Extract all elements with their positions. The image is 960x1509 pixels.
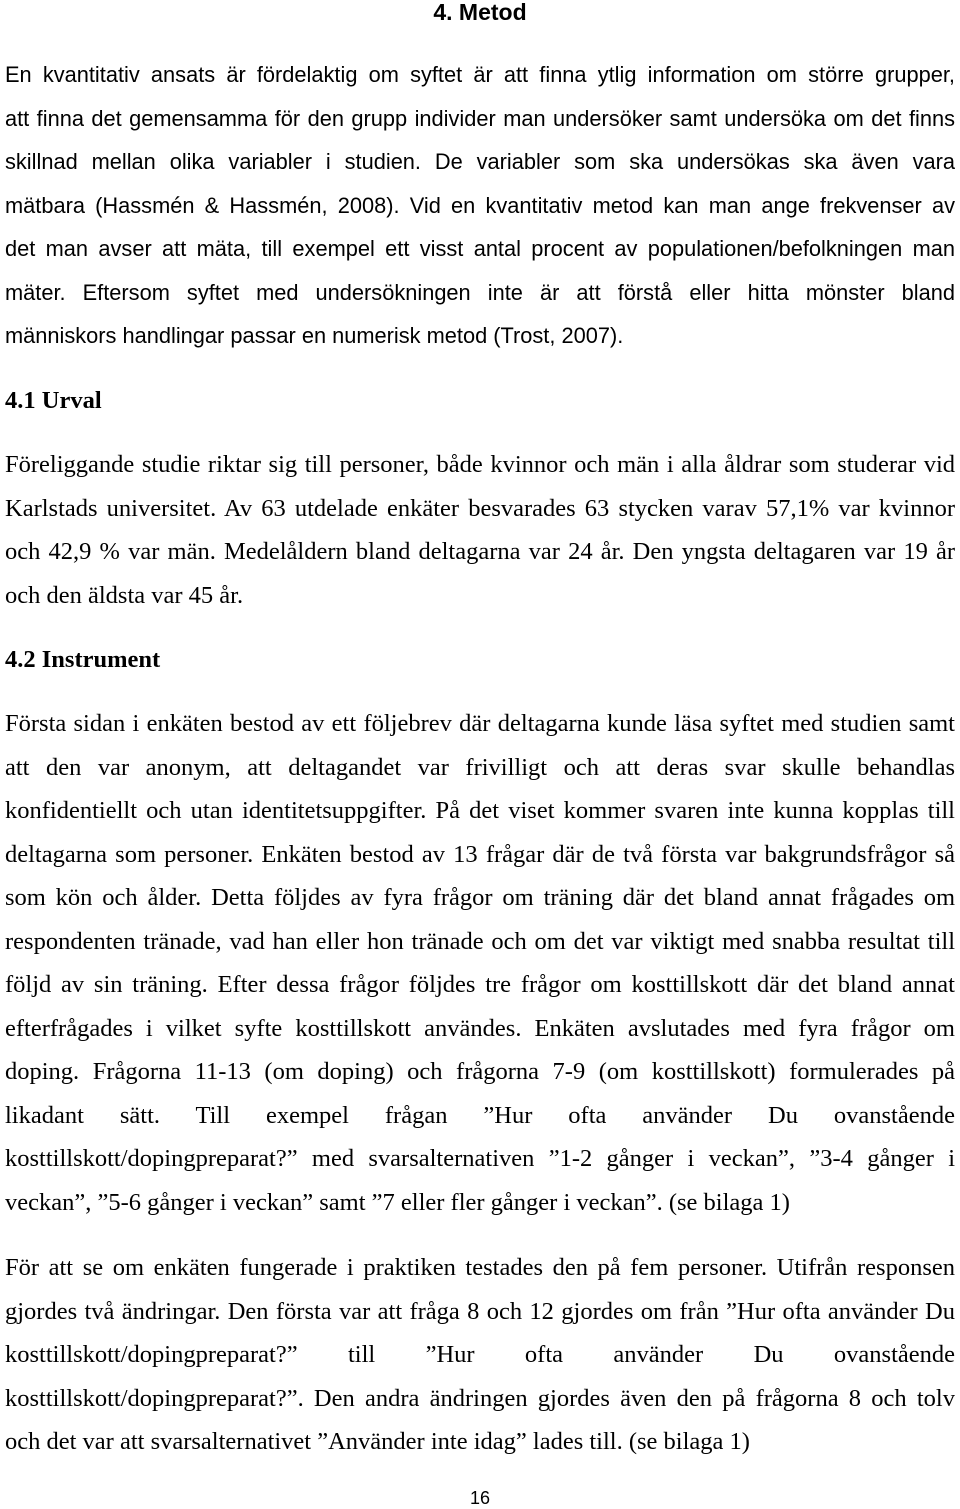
instrument-paragraph-1 bbox=[5, 702, 955, 1224]
text-line: doping. Frågorna 11-13 (om doping) och frågorna 7-9 (om kosttillskott) formulerades på bbox=[5, 1058, 955, 1085]
text-line: och 42,9 % var män. Medelåldern bland deltagarna var 24 år. Den yngsta deltagaren var 19 år bbox=[5, 538, 955, 565]
text-line: och den äldsta var 45 år. bbox=[5, 581, 244, 609]
text-line: att den var anonym, att deltagandet var frivilligt och att deras svar skulle behandlas bbox=[5, 753, 955, 781]
text-line: respondenten tränade, vad han eller hon tränade och om det var viktigt med snabba resultat till bbox=[5, 927, 955, 955]
text-line: och det var att svarsalternativet ”Använder inte idag” lades till. (se bilaga 1) bbox=[5, 1428, 750, 1455]
text-line: Första sidan i enkäten bestod av ett följebrev där deltagarna kunde läsa syftet med studien samt bbox=[5, 710, 955, 737]
text-line: följd av sin träning. Efter dessa frågor följdes tre frågor om kosttillskott där det bland annat bbox=[5, 971, 955, 998]
text-line: deltagarna som personer. Enkäten bestod av 13 frågar där de två första var bakgrundsfrågor så bbox=[5, 840, 955, 868]
instrument-paragraph-2 bbox=[5, 1246, 955, 1464]
chapter-title: 4. Metod bbox=[433, 0, 527, 25]
text-line: veckan”, ”5-6 gånger i veckan” samt ”7 eller fler gånger i veckan”. (se bilaga 1) bbox=[5, 1188, 790, 1216]
text-line: gjordes två ändringar. Den första var att fråga 8 och 12 gjordes om från ”Hur ofta använder Du bbox=[5, 1297, 955, 1325]
text-line: kosttillskott/dopingpreparat?” till ”Hur ofta använder Du ovanstående bbox=[5, 1341, 955, 1368]
text-line: likadant sätt. Till exempel frågan ”Hur ofta använder Du ovanstående bbox=[5, 1101, 955, 1129]
urval-paragraph bbox=[5, 443, 955, 617]
text-line: det man avser att mäta, till exempel ett visst antal procent av populationen/befolkningen man bbox=[5, 236, 955, 261]
text-line: skillnad mellan olika variabler i studien. De variabler som ska undersökas ska även vara bbox=[5, 149, 955, 174]
text-line: Karlstads universitet. Av 63 utdelade enkäter besvarades 63 stycken varav 57,1% var kvinnor bbox=[5, 494, 955, 522]
text-line: kosttillskott/dopingpreparat?”. Den andra ändringen gjordes även den på frågorna 8 och tolv bbox=[5, 1384, 955, 1412]
text-line: konfidentiellt och utan identitetsuppgifter. På det viset kommer svaren inte kunna kopplas till bbox=[5, 797, 955, 824]
text-line: efterfrågades i vilket syfte kosttillskott användes. Enkäten avslutades med fyra frågor om bbox=[5, 1014, 955, 1042]
text-line: mäter. Eftersom syftet med undersökningen inte är att förstå eller hitta mönster bland bbox=[5, 279, 955, 305]
text-line: Föreliggande studie riktar sig till personer, både kvinnor och män i alla åldrar som studerar vid bbox=[5, 451, 955, 478]
text-line: En kvantitativ ansats är fördelaktig om syftet är att finna ytlig information om större grupper, bbox=[5, 62, 955, 87]
text-line: För att se om enkäten fungerade i praktiken testades den på fem personer. Utifrån responsen bbox=[5, 1254, 955, 1281]
text-line: kosttillskott/dopingpreparat?” med svarsalternativen ”1-2 gånger i veckan”, ”3-4 gånger i bbox=[5, 1145, 955, 1172]
page-number: 16 bbox=[469, 1488, 491, 1508]
text-line: människors handlingar passar en numerisk metod (Trost, 2007). bbox=[5, 323, 624, 348]
text-line: mätbara (Hassmén & Hassmén, 2008). Vid en kvantitativ metod kan man ange frekvenser av bbox=[5, 192, 955, 218]
text-line: att finna det gemensamma för den grupp individer man undersöker samt undersöka om det finns bbox=[5, 105, 955, 131]
intro-paragraph bbox=[5, 53, 955, 358]
text-line: som kön och ålder. Detta följdes av fyra frågor om träning där det bland annat frågades om bbox=[5, 884, 955, 911]
section-heading-urval: 4.1 Urval bbox=[5, 387, 102, 414]
section-heading-instrument: 4.2 Instrument bbox=[5, 646, 161, 673]
